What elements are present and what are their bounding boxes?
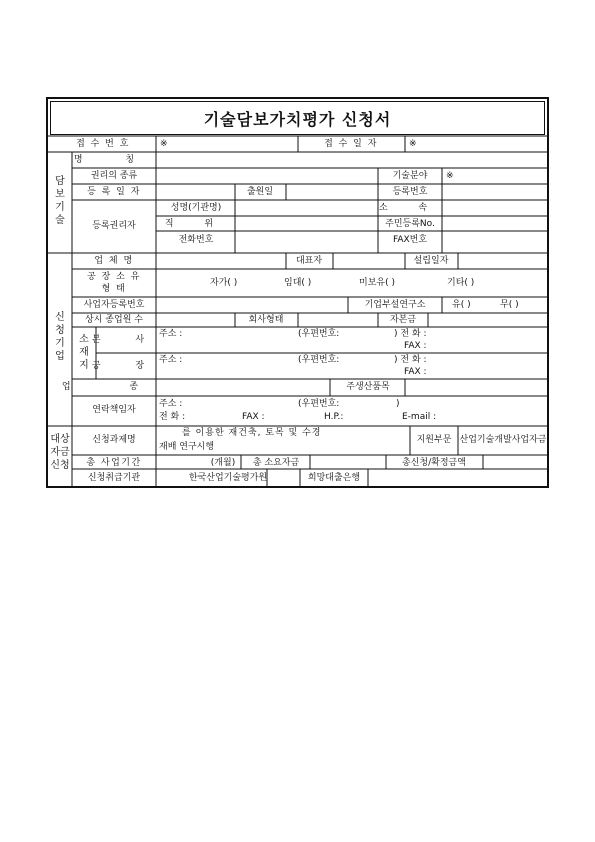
- ceo-label: 대표자: [295, 256, 323, 266]
- handling-agency-value: 한국산업기술평가원: [188, 473, 268, 483]
- funding-section-label: 대상 자금 신청: [50, 434, 70, 471]
- rnd-option-yes[interactable]: 유( ): [452, 300, 471, 310]
- contact-address-label: 주소 :: [159, 399, 183, 409]
- filing-date-label: 출원일: [246, 187, 274, 197]
- factory-address-label: 주소 :: [159, 355, 183, 365]
- holder-phone-label: 전화번호: [178, 235, 214, 245]
- reception-date-label: 접 수 일 자: [324, 139, 378, 149]
- ownership-option-lease[interactable]: 임대( ): [284, 278, 312, 288]
- right-type-label: 권리의 종류: [90, 171, 138, 181]
- application-form: [46, 97, 549, 488]
- project-name-line-1: 를 이용한 재건축, 토목 및 수경: [182, 428, 322, 438]
- contact-person-label: 연락책임자: [92, 405, 136, 415]
- tech-name-label: 명 칭: [73, 155, 155, 165]
- company-name-label: 업 체 명: [94, 256, 134, 266]
- preferred-bank-label: 희망대출은행: [307, 473, 361, 483]
- hq-postcode-label: (우편번호:: [298, 329, 340, 339]
- holder-fax-label: FAX번호: [392, 235, 428, 245]
- reception-number-mark: ※: [160, 139, 168, 149]
- contact-phone-label: 전 화 :: [159, 412, 186, 422]
- factory-ownership-label-2: 형 태: [101, 284, 127, 294]
- main-product-label: 주생산품목: [346, 382, 390, 392]
- contact-email-label: E-mail :: [402, 412, 437, 422]
- tech-section-label: 담 보 기 술: [55, 176, 65, 226]
- project-period-label: 총 사업기간: [86, 458, 142, 468]
- required-funds-label: 총 소요자금: [252, 458, 300, 468]
- contact-postcode-label: (우편번호:: [298, 399, 340, 409]
- affiliation-label: 소 속: [378, 203, 442, 213]
- contact-postcode-close: ): [396, 399, 400, 409]
- industry-label: 업 종: [61, 382, 167, 392]
- form-title: 기술담보가치평가 신청서: [203, 109, 392, 129]
- rights-holder-label: 등록권리자: [92, 221, 136, 231]
- project-name-line-2: 재배 연구시행: [159, 442, 215, 452]
- company-section-label: 신 청 기 업: [55, 312, 65, 362]
- support-area-value: 산업기술개발사업자금: [459, 435, 547, 445]
- company-type-label: 회사형태: [248, 315, 284, 325]
- hq-fax-label: FAX :: [404, 341, 427, 351]
- rnd-option-no[interactable]: 무( ): [500, 300, 519, 310]
- holder-name-label: 성명(기관명): [170, 203, 222, 213]
- position-label: 직 위: [164, 219, 228, 229]
- hq-address-label: 주소 :: [159, 329, 183, 339]
- reg-number-label: 등록번호: [392, 187, 428, 197]
- ownership-option-own[interactable]: 자가( ): [210, 278, 238, 288]
- contact-hp-label: H.P.:: [324, 412, 344, 422]
- contact-fax-label: FAX :: [242, 412, 265, 422]
- confirmed-amount-label: 총신청/확정금액: [402, 458, 466, 468]
- location-label: 소 재 지: [79, 334, 89, 371]
- reception-number-label: 접 수 번 호: [76, 139, 130, 149]
- project-period-unit: (개월): [210, 458, 236, 468]
- hq-label: 본 사: [91, 335, 161, 345]
- handling-agency-label: 신청취급기관: [87, 473, 141, 483]
- support-area-label: 지원부문: [416, 435, 452, 445]
- project-name-label: 신청과제명: [92, 435, 136, 445]
- employees-label: 상시 종업원 수: [85, 315, 143, 325]
- factory-label: 공 장: [91, 361, 161, 371]
- factory-ownership-label-1: 공 장 소 유: [87, 272, 141, 282]
- hq-phone-label: ) 전 화 :: [394, 329, 427, 339]
- resident-no-label: 주민등록No.: [385, 219, 435, 229]
- rnd-center-label: 기업부설연구소: [364, 300, 426, 310]
- tech-field-mark: ※: [446, 171, 454, 181]
- reception-date-mark: ※: [409, 139, 417, 149]
- factory-fax-label: FAX :: [404, 367, 427, 377]
- ownership-option-none[interactable]: 미보유( ): [359, 278, 395, 288]
- ownership-option-other[interactable]: 기타( ): [447, 278, 475, 288]
- reg-date-label: 등 록 일 자: [87, 187, 141, 197]
- factory-phone-label: ) 전 화 :: [394, 355, 427, 365]
- factory-postcode-label: (우편번호:: [298, 355, 340, 365]
- capital-label: 자본금: [389, 315, 417, 325]
- established-date-label: 설립일자: [413, 256, 449, 266]
- tech-field-label: 기술분야: [392, 171, 428, 181]
- biz-reg-number-label: 사업자등록번호: [83, 300, 145, 310]
